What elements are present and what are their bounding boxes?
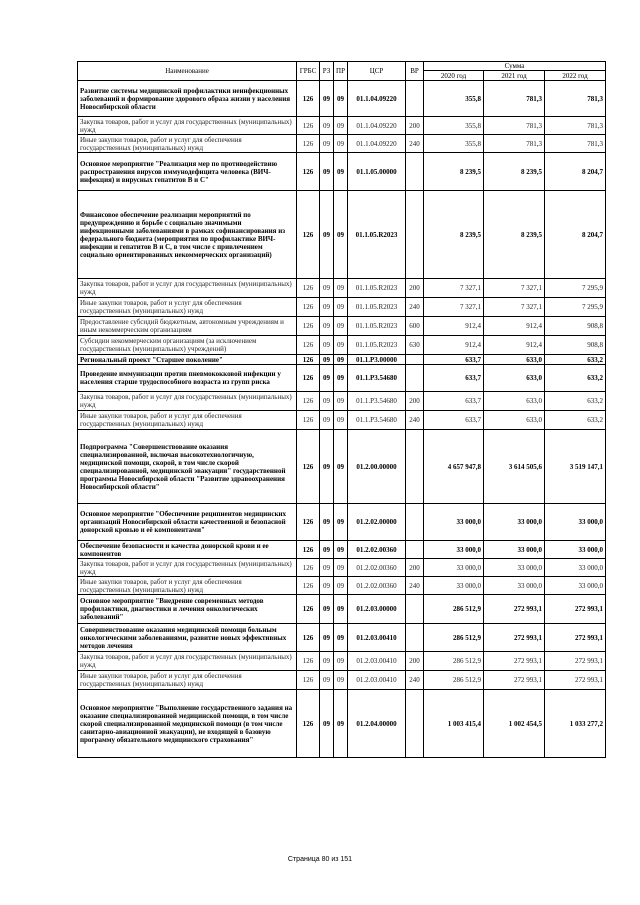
- cell-name: Обеспечение безопасности и качества донорской крови и ее компонентов: [78, 541, 297, 559]
- cell-pr: 09: [334, 191, 348, 279]
- cell-v2021: 7 327,1: [484, 298, 545, 317]
- cell-csr: 01.2.02.00000: [348, 504, 406, 541]
- table-row: [78, 135, 606, 153]
- cell-csr: 01.1.P3.54680: [348, 392, 406, 411]
- cell-grbs: 126: [297, 541, 320, 559]
- cell-name: Подпрограмма "Совершенствование оказания специализированной, включая высокотехнологичную, медицинской помощи, скорой, в том числе скорой специализированной, медицинской эвакуации" государственной программы Новосибирской области "Развитие здравоохранения Новосибирской области": [78, 430, 297, 504]
- cell-pr: 09: [334, 690, 348, 758]
- cell-csr: 01.1.04.09220: [348, 117, 406, 135]
- cell-vr: 200: [406, 279, 424, 298]
- cell-grbs: 126: [297, 279, 320, 298]
- table-row: [78, 153, 606, 191]
- cell-pr: 09: [334, 624, 348, 652]
- table-row: [78, 355, 606, 365]
- cell-name: Иные закупки товаров, работ и услуг для обеспечения государственных (муниципальных) нужд: [78, 135, 297, 153]
- cell-v2021: 781,3: [484, 135, 545, 153]
- cell-name: Закупка товаров, работ и услуг для государственных (муниципальных) нужд: [78, 392, 297, 411]
- cell-grbs: 126: [297, 577, 320, 595]
- cell-v2020: 1 003 415,4: [424, 690, 484, 758]
- cell-rz: 09: [320, 392, 334, 411]
- cell-vr: [406, 355, 424, 365]
- cell-v2020: 286 512,9: [424, 671, 484, 690]
- cell-v2022: 33 000,0: [545, 577, 606, 595]
- header-year-2022: 2022 год: [545, 71, 606, 81]
- cell-rz: 09: [320, 652, 334, 671]
- cell-csr: 01.1.05.R2023: [348, 191, 406, 279]
- cell-csr: 01.1.05.R2023: [348, 279, 406, 298]
- cell-v2020: 355,8: [424, 117, 484, 135]
- cell-v2022: 908,8: [545, 336, 606, 355]
- cell-csr: 01.2.03.00410: [348, 624, 406, 652]
- table-row: [78, 430, 606, 504]
- cell-v2020: 286 512,9: [424, 652, 484, 671]
- cell-v2022: 8 204,7: [545, 153, 606, 191]
- cell-pr: 09: [334, 317, 348, 336]
- table-row: [78, 577, 606, 595]
- cell-v2020: 912,4: [424, 317, 484, 336]
- cell-pr: 09: [334, 559, 348, 577]
- cell-rz: 09: [320, 595, 334, 624]
- cell-name: Иные закупки товаров, работ и услуг для обеспечения государственных (муниципальных) нужд: [78, 298, 297, 317]
- cell-rz: 09: [320, 671, 334, 690]
- cell-v2020: 633,7: [424, 355, 484, 365]
- cell-grbs: 126: [297, 624, 320, 652]
- cell-csr: 01.1.P3.00000: [348, 355, 406, 365]
- cell-v2022: 633,2: [545, 355, 606, 365]
- table-row: [78, 117, 606, 135]
- cell-v2022: 272 993,1: [545, 624, 606, 652]
- cell-v2022: 781,3: [545, 135, 606, 153]
- cell-v2020: 355,8: [424, 81, 484, 117]
- cell-v2020: 355,8: [424, 135, 484, 153]
- cell-v2021: 633,0: [484, 392, 545, 411]
- cell-vr: [406, 595, 424, 624]
- cell-v2022: 781,3: [545, 117, 606, 135]
- cell-vr: [406, 430, 424, 504]
- cell-grbs: 126: [297, 595, 320, 624]
- cell-csr: 01.2.00.00000: [348, 430, 406, 504]
- cell-name: Проведение иммунизации против пневмококковой инфекции у населения старше трудоспособного возраста из групп риска: [78, 365, 297, 392]
- cell-v2021: 633,0: [484, 365, 545, 392]
- header-rz: РЗ: [320, 62, 334, 81]
- cell-pr: 09: [334, 365, 348, 392]
- cell-grbs: 126: [297, 411, 320, 430]
- header-year-2021: 2021 год: [484, 71, 545, 81]
- cell-vr: 200: [406, 117, 424, 135]
- cell-v2020: 8 239,5: [424, 191, 484, 279]
- cell-vr: 600: [406, 317, 424, 336]
- cell-pr: 09: [334, 577, 348, 595]
- cell-v2020: 633,7: [424, 392, 484, 411]
- cell-v2021: 33 000,0: [484, 504, 545, 541]
- cell-pr: 09: [334, 652, 348, 671]
- cell-pr: 09: [334, 279, 348, 298]
- cell-pr: 09: [334, 117, 348, 135]
- cell-grbs: 126: [297, 153, 320, 191]
- table-row: [78, 559, 606, 577]
- cell-pr: 09: [334, 355, 348, 365]
- cell-name: Основное мероприятие "Внедрение современных методов профилактики, диагностики и лечения онкологических заболеваний": [78, 595, 297, 624]
- cell-v2021: 272 993,1: [484, 671, 545, 690]
- cell-v2022: 33 000,0: [545, 559, 606, 577]
- cell-v2022: 633,2: [545, 411, 606, 430]
- cell-name: Субсидии некоммерческим организациям (за исключением государственных (муниципальных) учреждений): [78, 336, 297, 355]
- cell-csr: 01.2.02.00360: [348, 577, 406, 595]
- cell-csr: 01.1.05.R2023: [348, 298, 406, 317]
- cell-csr: 01.2.02.00360: [348, 541, 406, 559]
- cell-rz: 09: [320, 279, 334, 298]
- cell-rz: 09: [320, 355, 334, 365]
- cell-v2021: 781,3: [484, 81, 545, 117]
- header-sum: Сумма: [424, 62, 606, 71]
- table-body: [78, 81, 606, 758]
- cell-v2020: 633,7: [424, 411, 484, 430]
- cell-rz: 09: [320, 117, 334, 135]
- cell-name: Иные закупки товаров, работ и услуг для обеспечения государственных (муниципальных) нужд: [78, 411, 297, 430]
- cell-name: Основное мероприятие "Обеспечение реципиентов медицинских организаций Новосибирской области качественной и безопасной донорской кровью и её компонентами": [78, 504, 297, 541]
- cell-v2021: 781,3: [484, 117, 545, 135]
- cell-v2021: 1 002 454,5: [484, 690, 545, 758]
- cell-pr: 09: [334, 671, 348, 690]
- cell-pr: 09: [334, 153, 348, 191]
- table-row: [78, 652, 606, 671]
- table-row: [78, 690, 606, 758]
- cell-v2022: 272 993,1: [545, 595, 606, 624]
- cell-name: Региональный проект "Старшее поколение": [78, 355, 297, 365]
- budget-table: [77, 61, 606, 758]
- table-row: [78, 191, 606, 279]
- cell-v2021: 912,4: [484, 317, 545, 336]
- cell-csr: 01.1.P3.54680: [348, 411, 406, 430]
- cell-grbs: 126: [297, 317, 320, 336]
- cell-csr: 01.1.05.R2023: [348, 336, 406, 355]
- cell-v2022: 908,8: [545, 317, 606, 336]
- cell-pr: 09: [334, 411, 348, 430]
- cell-v2022: 1 033 277,2: [545, 690, 606, 758]
- cell-rz: 09: [320, 135, 334, 153]
- cell-rz: 09: [320, 365, 334, 392]
- cell-v2022: 7 295,9: [545, 298, 606, 317]
- cell-csr: 01.1.04.09220: [348, 135, 406, 153]
- cell-name: Основное мероприятие "Реализация мер по противодействию распространения вирусов иммунодефицита человека (ВИЧ-инфекция) и вирусных гепатитов В и С": [78, 153, 297, 191]
- cell-vr: 240: [406, 135, 424, 153]
- cell-name: Закупка товаров, работ и услуг для государственных (муниципальных) нужд: [78, 279, 297, 298]
- cell-name: Основное мероприятие "Выполнение государственного задания на оказание специализированной медицинской помощи, в том числе скорой специализированной медицинской помощи (в том числе санитарно-авиационной эвакуации), не входящей в базовую программу обязательного медицинского страхования": [78, 690, 297, 758]
- cell-v2020: 912,4: [424, 336, 484, 355]
- cell-csr: 01.1.04.09220: [348, 81, 406, 117]
- cell-name: Финансовое обеспечение реализации мероприятий по предупреждению и борьбе с социально значимыми инфекционными заболеваниями в рамках софинансирования из федерального бюджета (мероприятия по профилактике ВИЧ-инфекции и гепатитов В и С, в том числе с привлечением социально ориентированных некоммерческих организаций): [78, 191, 297, 279]
- cell-v2021: 633,0: [484, 411, 545, 430]
- cell-rz: 09: [320, 690, 334, 758]
- cell-vr: [406, 504, 424, 541]
- cell-v2020: 286 512,9: [424, 624, 484, 652]
- cell-pr: 09: [334, 298, 348, 317]
- cell-csr: 01.1.05.00000: [348, 153, 406, 191]
- table-row: [78, 298, 606, 317]
- cell-grbs: 126: [297, 392, 320, 411]
- cell-vr: [406, 81, 424, 117]
- cell-rz: 09: [320, 317, 334, 336]
- cell-csr: 01.1.P3.54680: [348, 365, 406, 392]
- cell-rz: 09: [320, 298, 334, 317]
- cell-name: Предоставление субсидий бюджетным, автономным учреждениям и иным некоммерческим организациям: [78, 317, 297, 336]
- table-row: [78, 365, 606, 392]
- cell-v2022: 272 993,1: [545, 652, 606, 671]
- cell-vr: [406, 690, 424, 758]
- cell-vr: 200: [406, 559, 424, 577]
- cell-v2020: 4 657 947,8: [424, 430, 484, 504]
- cell-pr: 09: [334, 541, 348, 559]
- cell-v2022: 33 000,0: [545, 504, 606, 541]
- cell-grbs: 126: [297, 365, 320, 392]
- cell-rz: 09: [320, 336, 334, 355]
- cell-rz: 09: [320, 541, 334, 559]
- table-row: [78, 504, 606, 541]
- table-row: [78, 595, 606, 624]
- cell-vr: 240: [406, 411, 424, 430]
- cell-grbs: 126: [297, 559, 320, 577]
- cell-v2021: 7 327,1: [484, 279, 545, 298]
- cell-csr: 01.2.02.00360: [348, 559, 406, 577]
- table-row: [78, 411, 606, 430]
- table-row: [78, 392, 606, 411]
- cell-pr: 09: [334, 392, 348, 411]
- cell-name: Закупка товаров, работ и услуг для государственных (муниципальных) нужд: [78, 652, 297, 671]
- cell-grbs: 126: [297, 690, 320, 758]
- cell-rz: 09: [320, 559, 334, 577]
- table-row: [78, 671, 606, 690]
- table-row: [78, 317, 606, 336]
- cell-v2020: 33 000,0: [424, 541, 484, 559]
- cell-grbs: 126: [297, 135, 320, 153]
- cell-csr: 01.1.05.R2023: [348, 317, 406, 336]
- header-year-2020: 2020 год: [424, 71, 484, 81]
- cell-v2022: 3 519 147,1: [545, 430, 606, 504]
- cell-v2020: 7 327,1: [424, 279, 484, 298]
- cell-v2021: 8 239,5: [484, 153, 545, 191]
- cell-name: Иные закупки товаров, работ и услуг для обеспечения государственных (муниципальных) нужд: [78, 577, 297, 595]
- cell-grbs: 126: [297, 652, 320, 671]
- cell-v2022: 781,3: [545, 81, 606, 117]
- cell-csr: 01.2.03.00410: [348, 671, 406, 690]
- cell-vr: 200: [406, 652, 424, 671]
- cell-v2021: 33 000,0: [484, 559, 545, 577]
- cell-grbs: 126: [297, 81, 320, 117]
- cell-name: Закупка товаров, работ и услуг для государственных (муниципальных) нужд: [78, 117, 297, 135]
- cell-rz: 09: [320, 81, 334, 117]
- cell-grbs: 126: [297, 336, 320, 355]
- table-row: [78, 336, 606, 355]
- cell-v2020: 8 239,5: [424, 153, 484, 191]
- cell-vr: [406, 624, 424, 652]
- cell-v2020: 7 327,1: [424, 298, 484, 317]
- cell-v2020: 286 512,9: [424, 595, 484, 624]
- cell-csr: 01.2.03.00000: [348, 595, 406, 624]
- cell-pr: 09: [334, 430, 348, 504]
- cell-name: Иные закупки товаров, работ и услуг для обеспечения государственных (муниципальных) нужд: [78, 671, 297, 690]
- table-row: [78, 541, 606, 559]
- cell-v2022: 272 993,1: [545, 671, 606, 690]
- cell-rz: 09: [320, 430, 334, 504]
- cell-name: Совершенствование оказания медицинской помощи больным онкологическими заболеваниями, развитие новых эффективных методов лечения: [78, 624, 297, 652]
- table-row: [78, 279, 606, 298]
- cell-v2022: 33 000,0: [545, 541, 606, 559]
- cell-pr: 09: [334, 595, 348, 624]
- cell-vr: 240: [406, 298, 424, 317]
- cell-vr: 630: [406, 336, 424, 355]
- cell-grbs: 126: [297, 430, 320, 504]
- cell-v2022: 633,2: [545, 392, 606, 411]
- cell-csr: 01.2.04.00000: [348, 690, 406, 758]
- cell-v2021: 272 993,1: [484, 595, 545, 624]
- cell-grbs: 126: [297, 117, 320, 135]
- header-vr: ВР: [406, 62, 424, 81]
- cell-grbs: 126: [297, 355, 320, 365]
- cell-v2022: 8 204,7: [545, 191, 606, 279]
- cell-v2021: 8 239,5: [484, 191, 545, 279]
- cell-v2021: 33 000,0: [484, 541, 545, 559]
- cell-rz: 09: [320, 411, 334, 430]
- cell-vr: [406, 191, 424, 279]
- cell-csr: 01.2.03.00410: [348, 652, 406, 671]
- cell-v2021: 272 993,1: [484, 652, 545, 671]
- cell-v2021: 33 000,0: [484, 577, 545, 595]
- cell-v2021: 272 993,1: [484, 624, 545, 652]
- cell-rz: 09: [320, 504, 334, 541]
- cell-grbs: 126: [297, 191, 320, 279]
- header-name: Наименование: [78, 62, 297, 81]
- cell-vr: 240: [406, 671, 424, 690]
- cell-vr: [406, 365, 424, 392]
- cell-pr: 09: [334, 504, 348, 541]
- cell-v2021: 633,0: [484, 355, 545, 365]
- cell-v2021: 3 614 505,6: [484, 430, 545, 504]
- header-csr: ЦСР: [348, 62, 406, 81]
- cell-pr: 09: [334, 336, 348, 355]
- cell-v2020: 33 000,0: [424, 559, 484, 577]
- cell-grbs: 126: [297, 298, 320, 317]
- cell-v2020: 633,7: [424, 365, 484, 392]
- cell-v2020: 33 000,0: [424, 504, 484, 541]
- cell-grbs: 126: [297, 504, 320, 541]
- table-row: [78, 81, 606, 117]
- cell-vr: [406, 541, 424, 559]
- cell-name: Развитие системы медицинской профилактики неинфекционных заболеваний и формирование здорового образа жизни у населения Новосибирской области: [78, 81, 297, 117]
- cell-rz: 09: [320, 153, 334, 191]
- cell-rz: 09: [320, 191, 334, 279]
- cell-v2022: 7 295,9: [545, 279, 606, 298]
- cell-rz: 09: [320, 577, 334, 595]
- cell-vr: 200: [406, 392, 424, 411]
- page-footer: Страница 80 из 151: [287, 856, 353, 863]
- cell-v2021: 912,4: [484, 336, 545, 355]
- cell-v2022: 633,2: [545, 365, 606, 392]
- table-row: [78, 624, 606, 652]
- cell-vr: 240: [406, 577, 424, 595]
- cell-rz: 09: [320, 624, 334, 652]
- header-pr: ПР: [334, 62, 348, 81]
- cell-pr: 09: [334, 135, 348, 153]
- cell-vr: [406, 153, 424, 191]
- cell-name: Закупка товаров, работ и услуг для государственных (муниципальных) нужд: [78, 559, 297, 577]
- header-grbs: ГРБС: [297, 62, 320, 81]
- cell-pr: 09: [334, 81, 348, 117]
- cell-v2020: 33 000,0: [424, 577, 484, 595]
- cell-grbs: 126: [297, 671, 320, 690]
